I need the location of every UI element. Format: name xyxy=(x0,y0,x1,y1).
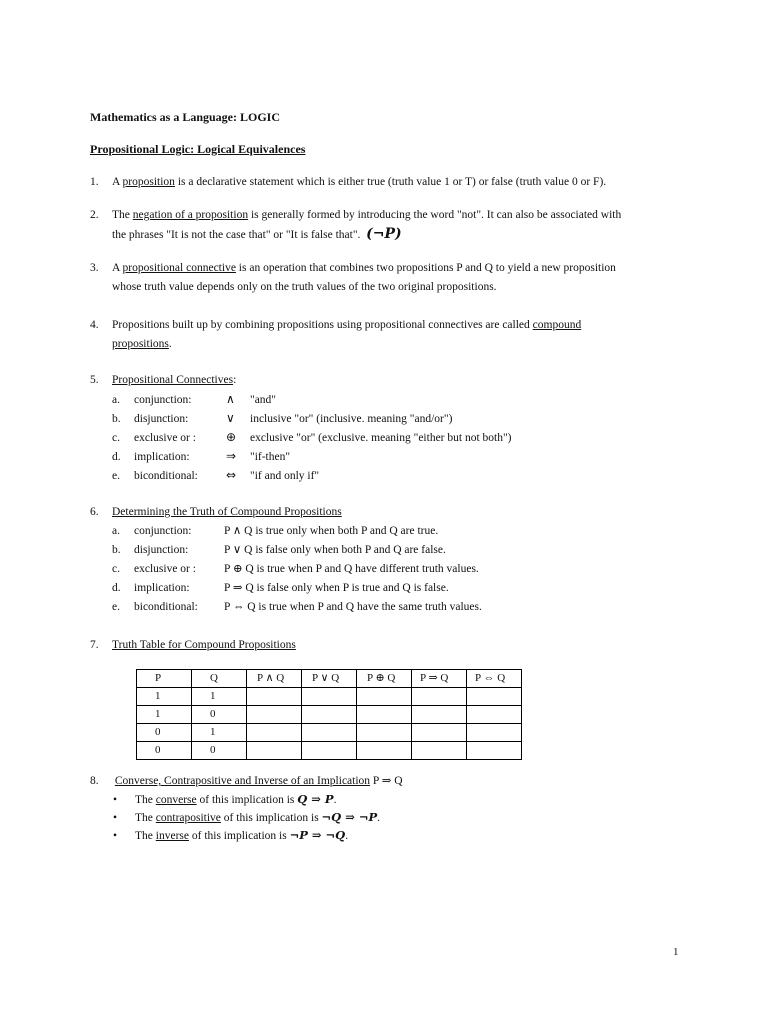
iff-symbol-icon: ⇔ xyxy=(226,468,237,482)
truth-table-heading: Truth Table for Compound Propositions xyxy=(112,639,296,651)
implication-heading: Converse, Contrapositive and Inverse of an Implication xyxy=(114,775,371,787)
item-4: 4. Propositions built up by combining propositions using propositional connectives are called compound xyxy=(90,316,581,335)
bullet-converse: • The converse of this implication is Q ⇒ P. xyxy=(113,792,337,806)
section-subtitle: Propositional Logic: Logical Equivalences xyxy=(90,142,306,156)
bullet-inverse: • The inverse of this implication is ¬P ⇒ ¬Q. xyxy=(113,828,349,842)
truth-row: e. biconditional: P ⇔ Q is true when P and Q have the same truth values. xyxy=(112,601,482,613)
truth-heading: Determining the Truth of Compound Propositions xyxy=(112,506,342,518)
truth-row: c. exclusive or : P ⊕ Q is true when P and Q have different truth values. xyxy=(112,563,479,575)
term-proposition: proposition xyxy=(122,176,175,188)
truth-row: d. implication: P ⇒ Q is false only when P is true and Q is false. xyxy=(112,582,449,594)
item-8: 8. Converse, Contrapositive and Inverse of an Implication P ⇒ Q xyxy=(90,772,403,791)
item-5: 5. Propositional Connectives: xyxy=(90,371,236,390)
item-3: 3. A propositional connective is an operation that combines two propositions P and Q to yield a new proposition xyxy=(90,259,616,278)
implies-symbol-icon: ⇒ xyxy=(226,449,237,463)
connective-row: d. implication: ⇒ "if-then" xyxy=(112,447,290,467)
document-title: Mathematics as a Language: LOGIC xyxy=(90,110,280,124)
table-header-row: P Q P ∧ Q P ∨ Q P ⊕ Q P ⇒ Q P ⇔ Q xyxy=(137,670,522,688)
item-number: 2. xyxy=(90,209,99,221)
item-1: 1. A proposition is a declarative statement which is either true (truth value 1 or T) or false (truth value 0 or F). xyxy=(90,173,606,192)
connective-row: c. exclusive or : ⊕ exclusive "or" (exclusive. meaning "either but not both") xyxy=(112,428,512,448)
item-7 xyxy=(90,636,296,655)
truth-table xyxy=(136,669,522,760)
item-2-line-2: the phrases "It is not the case that" or "It is false that". (¬P) xyxy=(112,226,402,242)
item-3-line-2: whose truth value depends only on the truth values of the two original propositions. xyxy=(112,281,497,293)
table-row: 1 0 xyxy=(137,706,522,724)
negation-math: (¬P) xyxy=(366,226,402,242)
table-row: 0 1 xyxy=(137,724,522,742)
item-number: 4. xyxy=(90,319,99,331)
term-compound: compound xyxy=(532,319,582,331)
connectives-heading: Propositional Connectives xyxy=(112,374,234,386)
xor-symbol-icon: ⊕ xyxy=(226,430,237,444)
item-number: 7. xyxy=(90,639,99,651)
or-symbol-icon: ∨ xyxy=(226,411,235,425)
table-row: 0 0 xyxy=(137,742,522,760)
item-2: 2. The negation of a proposition is generally formed by introducing the word "not". It can also be associated with xyxy=(90,206,621,225)
item-number: 8. xyxy=(90,775,99,787)
connective-row: e. biconditional: ⇔ "if and only if" xyxy=(112,466,319,486)
term-propositional-connective: propositional connective xyxy=(122,262,236,274)
and-symbol-icon: ∧ xyxy=(226,392,235,406)
item-number: 5. xyxy=(90,374,99,386)
item-6 xyxy=(90,503,342,522)
truth-row: b. disjunction: P ∨ Q is false only when both P and Q are false. xyxy=(112,544,446,556)
connective-row: a. conjunction: ∧ "and" xyxy=(112,390,276,410)
bullet-contrapositive: • The contrapositive of this implication is ¬Q ⇒ ¬P. xyxy=(113,810,381,824)
truth-row: a. conjunction: P ∧ Q is true only when both P and Q are true. xyxy=(112,525,439,537)
item-number: 6. xyxy=(90,506,99,518)
page-number: 1 xyxy=(673,946,679,958)
item-4-line-2: propositions. xyxy=(112,338,172,350)
term-negation: negation of a proposition xyxy=(132,209,249,221)
term-propositions: propositions xyxy=(112,338,169,350)
item-number: 3. xyxy=(90,262,99,274)
item-number: 1. xyxy=(90,176,99,188)
connective-row: b. disjunction: ∨ inclusive "or" (inclusive. meaning "and/or") xyxy=(112,409,452,429)
table-row: 1 1 xyxy=(137,688,522,706)
